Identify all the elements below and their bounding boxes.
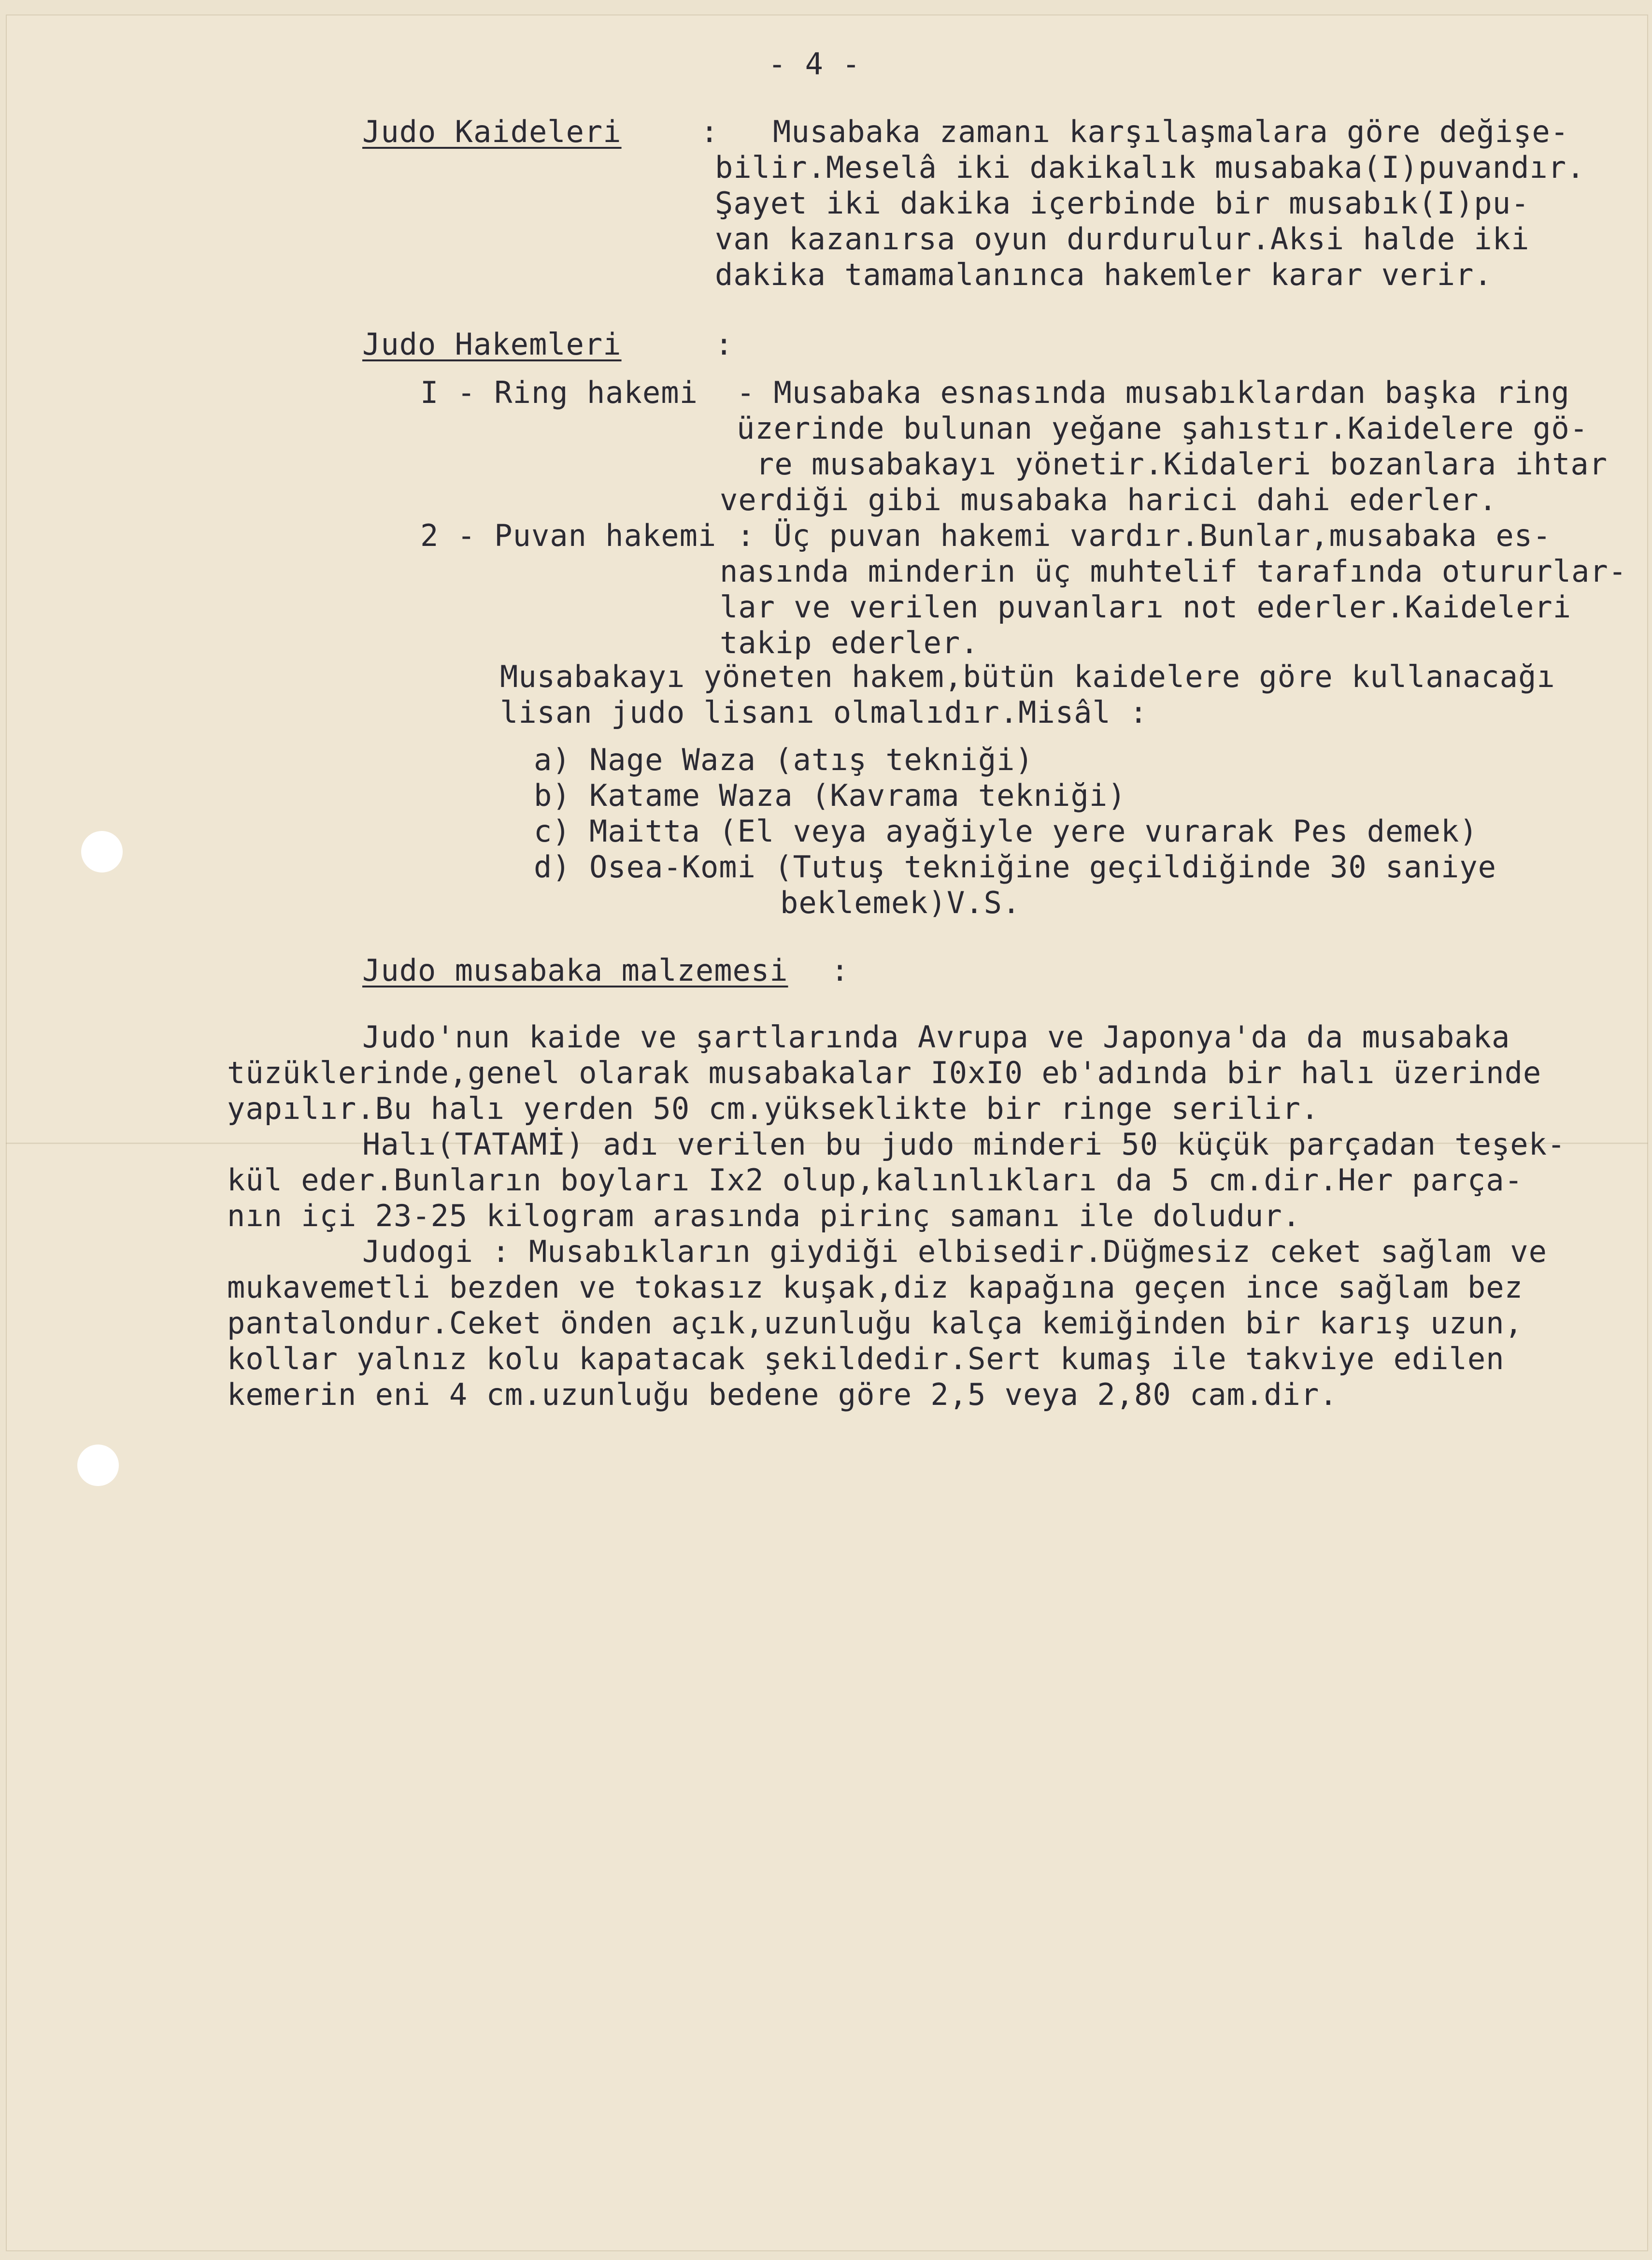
text-line: Şayet iki dakika içerbinde bir musabık(I)pu-	[715, 186, 1530, 221]
heading-hakemler: Judo Hakemleri	[362, 327, 622, 362]
colon-hakemler: :	[715, 327, 734, 362]
text-line: lar ve verilen puvanları not ederler.Kaideleri	[720, 589, 1572, 625]
list-item: c) Maitta (El veya ayağiyle yere vurarak Pes demek)	[534, 814, 1478, 849]
text-line: Musabaka zamanı karşılaşmalara göre değişe-	[773, 114, 1569, 149]
label-ring-hakemi: I - Ring hakemi	[420, 375, 698, 410]
text-line: nın içi 23-25 kilogram arasında pirinç samanı ile doludur.	[227, 1198, 1301, 1233]
text-line: yapılır.Bu halı yerden 50 cm.yükseklikte bir ringe serilir.	[227, 1091, 1320, 1126]
text-line: re musabakayı yönetir.Kidaleri bozanlara ihtar	[756, 446, 1608, 482]
text-line: lisan judo lisanı olmalıdır.Misâl :	[500, 695, 1148, 730]
text-line: mukavemetli bezden ve tokasız kuşak,diz kapağına geçen ince sağlam bez	[227, 1270, 1523, 1305]
text-line: Judogi : Musabıkların giydiği elbisedir.Düğmesiz ceket sağlam ve	[362, 1234, 1547, 1269]
text-line: tüzüklerinde,genel olarak musabakalar I0xI0 eb'adında bir halı üzerinde	[227, 1055, 1542, 1090]
text-line: : Üç puvan hakemi vardır.Bunlar,musabaka es-	[737, 518, 1552, 553]
text-line: takip ederler.	[720, 625, 979, 660]
list-item: beklemek)V.S.	[780, 885, 1021, 920]
text-line: Judo'nun kaide ve şartlarında Avrupa ve Japonya'da da musabaka	[362, 1019, 1510, 1055]
text-line: Halı(TATAMİ) adı verilen bu judo minderi 50 küçük parçadan teşek-	[362, 1127, 1566, 1162]
text-line: üzerinde bulunan yeğane şahıstır.Kaidelere gö-	[737, 411, 1589, 446]
label-puvan-hakemi: 2 - Puvan hakemi	[420, 518, 717, 553]
text-line: nasında minderin üç muhtelif tarafında otururlar-	[720, 554, 1627, 589]
heading-kaideler: Judo Kaideleri	[362, 114, 622, 149]
text-line: bilir.Meselâ iki dakikalık musabaka(I)puvandır.	[715, 150, 1585, 185]
text-line: verdiği gibi musabaka harici dahi ederler.	[720, 482, 1497, 517]
list-item: b) Katame Waza (Kavrama tekniği)	[534, 778, 1126, 813]
punch-hole-lower	[77, 1445, 119, 1486]
text-line: kollar yalnız kolu kapatacak şekildedir.Sert kumaş ile takviye edilen	[227, 1341, 1505, 1376]
page-number: - 4 -	[768, 46, 861, 82]
list-item: a) Nage Waza (atış tekniği)	[534, 742, 1034, 777]
text-line: kül eder.Bunların boyları Ix2 olup,kalınlıkları da 5 cm.dir.Her parça-	[227, 1162, 1523, 1198]
colon-kaideler: :	[700, 114, 719, 149]
punch-hole-upper	[81, 831, 123, 873]
text-line: dakika tamamalanınca hakemler karar verir.	[715, 257, 1493, 292]
heading-malzeme: Judo musabaka malzemesi	[362, 953, 788, 988]
text-line: Musabakayı yöneten hakem,bütün kaidelere göre kullanacağı	[500, 659, 1555, 694]
text-line: kemerin eni 4 cm.uzunluğu bedene göre 2,5 veya 2,80 cam.dir.	[227, 1377, 1338, 1412]
text-line: pantalondur.Ceket önden açık,uzunluğu kalça kemiğinden bir karış uzun,	[227, 1305, 1523, 1341]
list-item: d) Osea-Komi (Tutuş tekniğine geçildiğinde 30 saniye	[534, 849, 1497, 885]
colon-malzeme: :	[831, 953, 850, 988]
text-line: - Musabaka esnasında musabıklardan başka ring	[737, 375, 1570, 410]
text-line: van kazanırsa oyun durdurulur.Aksi halde iki	[715, 221, 1530, 257]
